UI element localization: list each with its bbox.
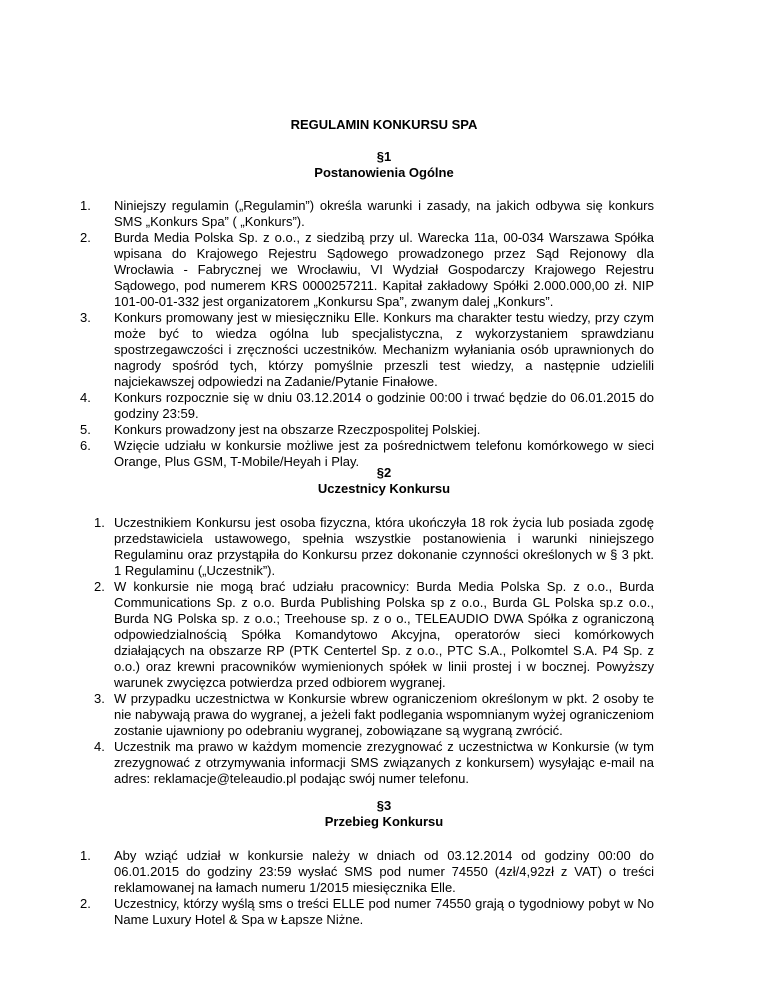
item-text: Konkurs rozpocznie się w dniu 03.12.2014 o godzinie 00:00 i trwać będzie do 06.01.2015 do godziny 23:59. [114,390,654,421]
list-item [80,848,654,896]
list-item [80,896,654,928]
list-item [80,310,654,390]
section-3-list [80,848,654,928]
item-number: 5. [80,422,91,437]
item-number: 2. [94,579,105,594]
section-2-list [94,515,654,787]
section-number: §2 [376,465,392,480]
item-text: Uczestnicy, którzy wyślą sms o treści ELLE pod numer 74550 grają o tygodniowy pobyt w No Name Luxury Hotel & Spa w Łapsze Niżne. [114,896,654,927]
section-2-header [0,465,768,497]
section-number: §3 [376,798,392,813]
item-text: W konkursie nie mogą brać udziału pracownicy: Burda Media Polska Sp. z o.o., Burda Communications Sp. z o.o. Burda Publishing Polska sp z o.o., Burda GL Polska sp.z o.o., Burda NG Polska sp. z o.o.; Treehouse sp. z o o., TELEAUDIO DWA Spółka z ograniczoną odpowiedzialnością Spółka Komandytowo Akcyjna, operatorów sieci komórkowych działających na obszarze RP (PTK Centertel Sp. z o.o., PTC S.A., Polkomtel S.A. P4 Sp. z o.o.) oraz krewni pracowników wymienionych spółek w linii prostej i w bocznej. Powyższy warunek zwycięzca potwierdza przed odbiorem wygranej. [114,579,654,690]
item-number: 6. [80,438,91,453]
list-item [94,579,654,691]
list-item [94,739,654,787]
item-number: 4. [80,390,91,405]
item-number: 1. [80,198,91,213]
item-number: 1. [94,515,105,530]
document-title: REGULAMIN KONKURSU SPA [290,117,478,132]
item-text: Uczestnik ma prawo w każdym momencie zrezygnować z uczestnictwa w Konkursie (w tym zrezygnować z otrzymywania informacji SMS związanych z konkursem) wysyłając e-mail na adres: reklamacje@teleaudio.pl podając swój numer telefonu. [114,739,654,786]
item-text: Konkurs prowadzony jest na obszarze Rzeczpospolitej Polskiej. [114,422,481,437]
item-number: 2. [80,230,91,245]
list-item [94,515,654,579]
section-3-header [0,798,768,830]
item-text: Aby wziąć udział w konkursie należy w dniach od 03.12.2014 od godziny 00:00 do 06.01.2015 do godziny 23:59 wysłać SMS pod numer 74550 (4zł/4,92zł z VAT) o treści reklamowanej na łamach numeru 1/2015 miesięcznika Elle. [114,848,654,895]
item-number: 3. [94,691,105,706]
list-item [80,390,654,422]
section-heading: Przebieg Konkursu [324,814,444,829]
item-text: Uczestnikiem Konkursu jest osoba fizyczna, która ukończyła 18 rok życia lub posiada zgodę przedstawiciela ustawowego, spełnia wszystkie postanowienia i warunki niniejszego Regulaminu oraz przystąpiła do Konkursu przez dokonanie czynności określonych w § 3 pkt. 1 Regulaminu („Uczestnik”). [114,515,654,578]
section-1-header [0,149,768,181]
item-text: Niniejszy regulamin („Regulamin”) określa warunki i zasady, na jakich odbywa się konkurs SMS „Konkurs Spa” ( „Konkurs”). [114,198,654,229]
item-number: 4. [94,739,105,754]
item-text: Konkurs promowany jest w miesięczniku Elle. Konkurs ma charakter testu wiedzy, przy czym może być to wiedza ogólna lub specjalistyczna, z wykorzystaniem sprawdzianu spostrzegawczości i zręczności uczestników. Mechanizm wyłaniania osób uprawnionych do nagrody spośród tych, którzy pomyślnie przeszli test wiedzy, a następnie udzielili najciekawszej odpowiedzi na Zadanie/Pytanie Finałowe. [114,310,654,389]
item-text: Burda Media Polska Sp. z o.o., z siedzibą przy ul. Warecka 11a, 00-034 Warszawa Spółka wpisana do Krajowego Rejestru Sądowego prowadzonego przez Sąd Rejonowy dla Wrocławia - Fabrycznej we Wrocławiu, VI Wydział Gospodarczy Krajowego Rejestru Sądowego, pod numerem KRS 0000257211. Kapitał zakładowy Spółki 2.000.000,00 zł. NIP 101-00-01-332 jest organizatorem „Konkursu Spa”, zwanym dalej „Konkurs”. [114,230,654,309]
section-number: §1 [376,149,392,164]
section-heading: Postanowienia Ogólne [314,165,454,180]
list-item [94,691,654,739]
item-number: 2. [80,896,91,911]
list-item [80,230,654,310]
list-item [80,422,654,438]
section-1-list [80,198,654,470]
section-heading: Uczestnicy Konkursu [317,481,451,496]
item-text: Wzięcie udziału w konkursie możliwe jest za pośrednictwem telefonu komórkowego w sieci Orange, Plus GSM, T-Mobile/Heyah i Play. [114,438,654,469]
item-number: 3. [80,310,91,325]
item-number: 1. [80,848,91,863]
item-text: W przypadku uczestnictwa w Konkursie wbrew ograniczeniom określonym w pkt. 2 osoby te nie nabywają prawa do wygranej, a jeżeli fakt podlegania wspomnianym wyżej ograniczeniom zostanie ujawniony po odebraniu wygranej, zobowiązane są wygraną zwrócić. [114,691,654,738]
list-item [80,198,654,230]
